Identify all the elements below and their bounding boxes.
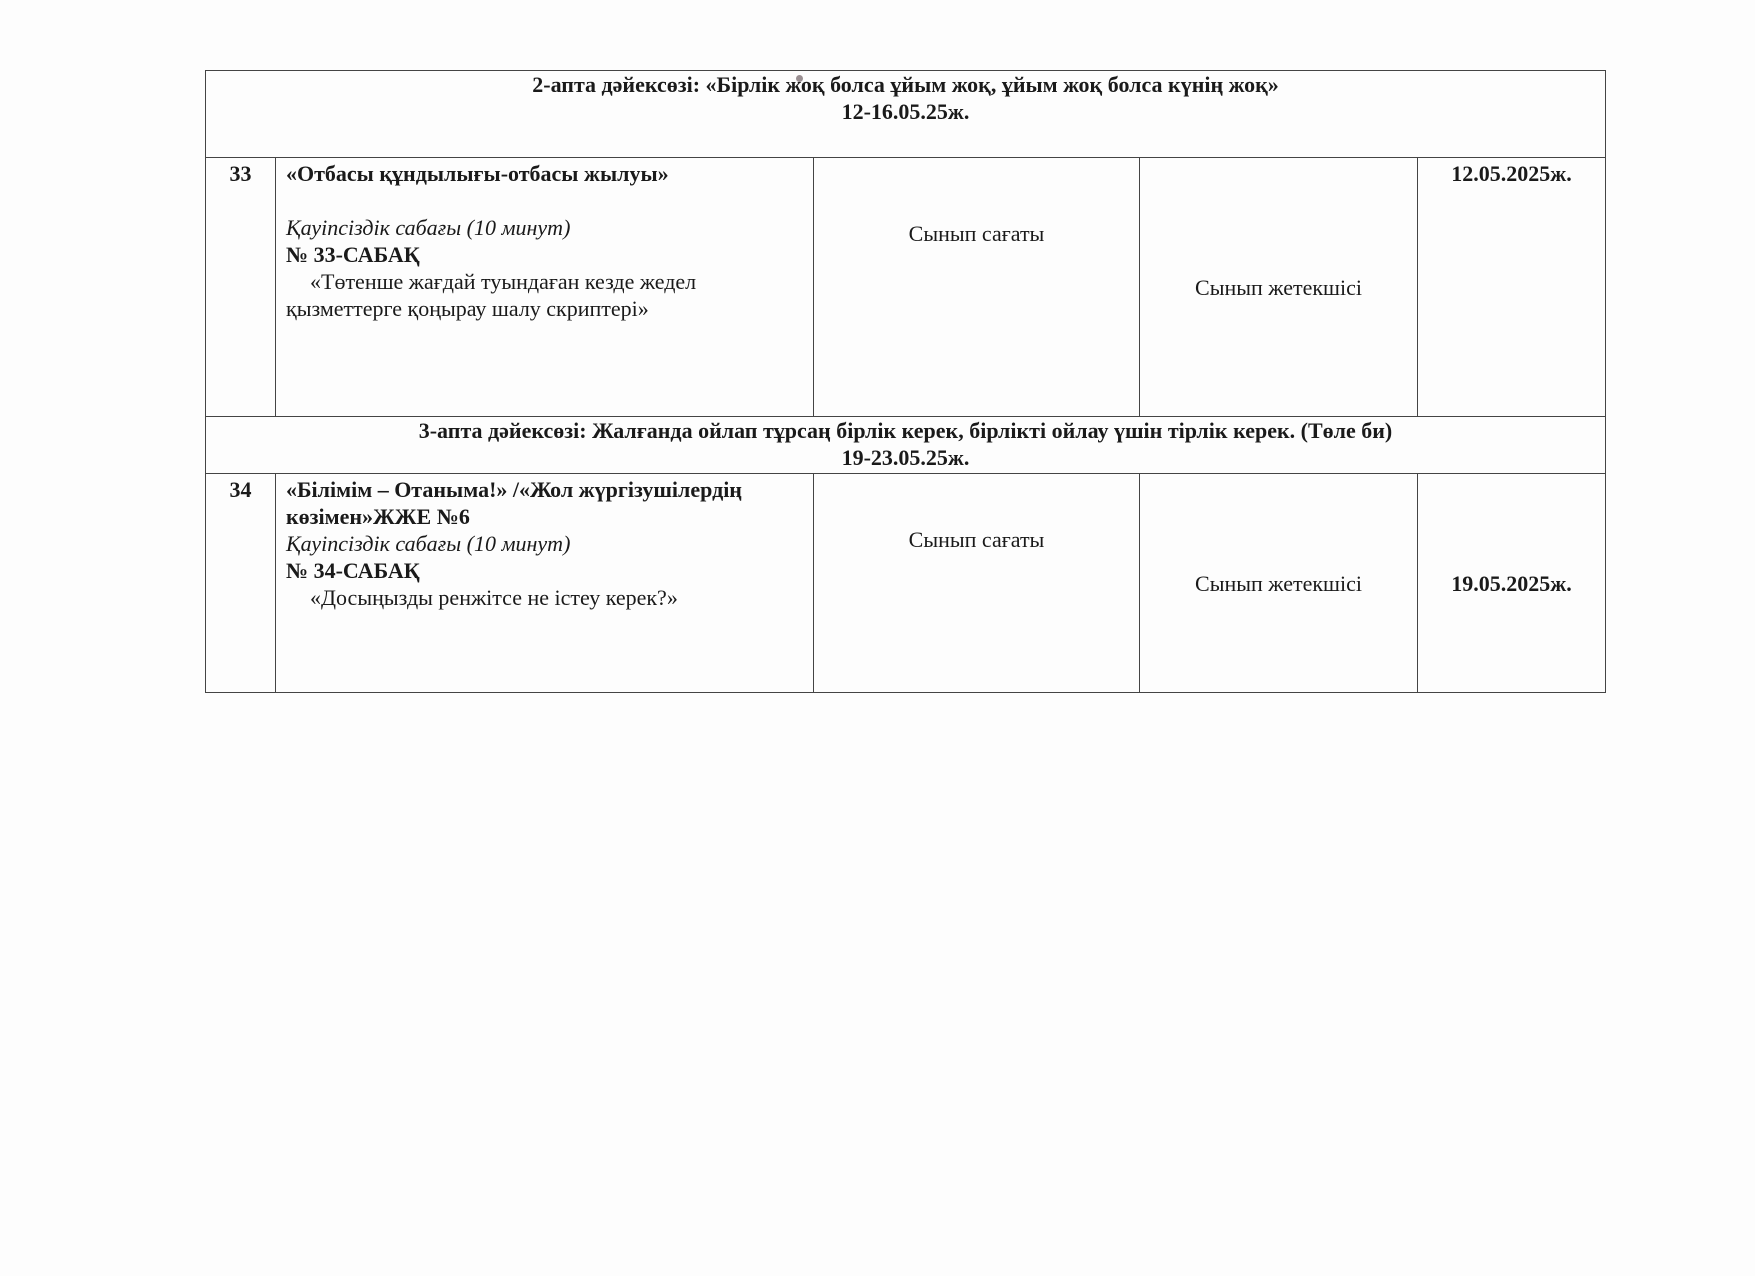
lesson-form: Сынып сағаты [908, 221, 1045, 246]
table-row-34 [206, 474, 1606, 693]
week-2-motto: 2-апта дәйексөзі: «Бірлік жоқ болса ұйым жоқ, ұйым жоқ болса күнің жоқ» [532, 72, 1279, 97]
week-2-dates: 12-16.05.25ж. [841, 99, 970, 124]
week-2-header-row [206, 71, 1606, 158]
lesson-title: «Отбасы құндылығы-отбасы жылуы» [286, 161, 669, 186]
responsible-person: Сынып жетекшісі [1195, 274, 1362, 300]
week-3-header-row [206, 417, 1606, 474]
lesson-date: 12.05.2025ж. [1451, 161, 1572, 186]
lesson-date: 19.05.2025ж. [1451, 570, 1572, 596]
lesson-topic: «Досыңызды ренжітсе не істеу керек?» [310, 585, 678, 610]
row-number: 34 [206, 474, 276, 693]
lesson-form-cell [814, 474, 1140, 693]
table-row-33 [206, 158, 1606, 417]
lesson-topic: «Төтенше жағдай туындаған кезде жедел қызметтерге қоңырау шалу скриптері» [286, 269, 697, 321]
lesson-title: «Білімім – Отаныма!» /«Жол жүргізушілердің көзімен»ЖЖЕ №6 [286, 477, 742, 529]
spacer [286, 187, 803, 214]
row-number: 33 [206, 158, 276, 417]
responsible-person: Сынып жетекшісі [1195, 570, 1362, 596]
lesson-plan-table [205, 70, 1606, 693]
lesson-content-cell [276, 474, 814, 693]
responsible-cell [1140, 158, 1418, 417]
week-3-motto: 3-апта дәйексөзі: Жалғанда ойлап тұрсаң бірлік керек, бірлікті ойлау үшін тірлік керек. (Төле би) [418, 418, 1393, 443]
lesson-form: Сынып сағаты [908, 527, 1045, 552]
responsible-cell [1140, 474, 1418, 693]
safety-lesson-label: Қауіпсіздік сабағы (10 минут) [286, 215, 571, 240]
safety-lesson-label: Қауіпсіздік сабағы (10 минут) [286, 531, 571, 556]
date-cell [1418, 158, 1606, 417]
lesson-number-label: № 33-САБАҚ [286, 242, 420, 267]
week-3-dates: 19-23.05.25ж. [841, 445, 970, 470]
date-cell [1418, 474, 1606, 693]
lesson-number-label: № 34-САБАҚ [286, 558, 420, 583]
week-2-header-cell [206, 71, 1606, 158]
lesson-form-cell [814, 158, 1140, 417]
week-3-header-cell [206, 417, 1606, 474]
lesson-content-cell [276, 158, 814, 417]
